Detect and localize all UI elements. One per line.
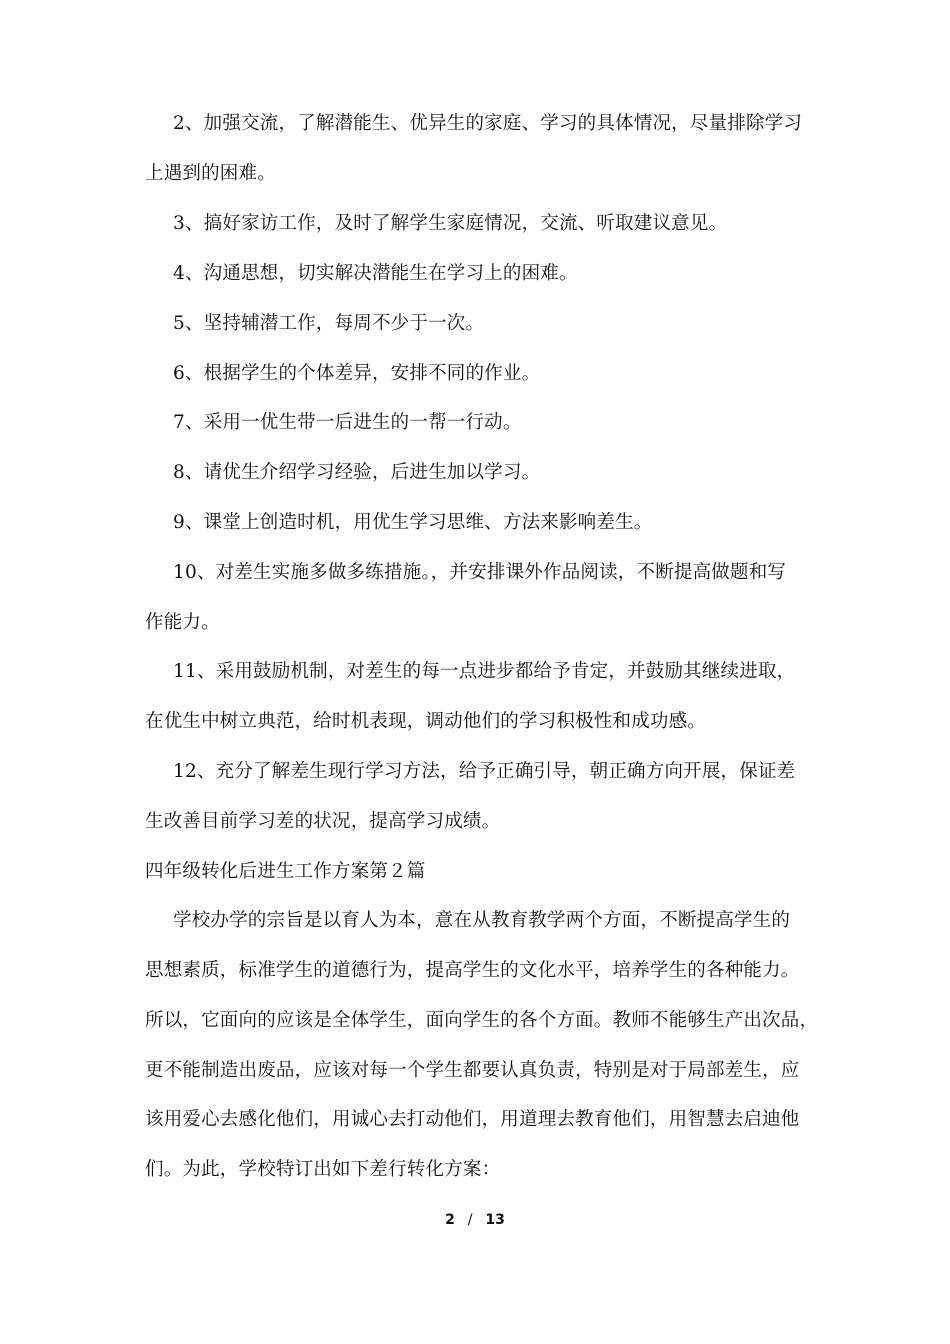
paragraph-line: 7、采用一优生带一后进生的一帮一行动。	[173, 412, 522, 433]
paragraph-line: 作能力。	[145, 612, 220, 633]
section-heading: 四年级转化后进生工作方案第２篇	[145, 861, 426, 882]
current-page-number: 2	[445, 1212, 455, 1228]
paragraph-line: 5、坚持辅潜工作，每周不少于一次。	[173, 313, 485, 334]
paragraph-line: 4、沟通思想，切实解决潜能生在学习上的困难。	[173, 263, 578, 284]
paragraph-line: 更不能制造出废品，应该对每一个学生都要认真负责，特别是对于局部差生，应	[145, 1060, 800, 1081]
paragraph-line: 10、对差生实施多做多练措施。，并安排课外作品阅读，不断提高做题和写	[173, 562, 787, 583]
total-page-count: 13	[485, 1212, 505, 1228]
paragraph-line: 3、搞好家访工作，及时了解学生家庭情况，交流、听取建议意见。	[173, 213, 728, 234]
paragraph-line: 6、根据学生的个体差异，安排不同的作业。	[173, 363, 541, 384]
paragraph-line: 在优生中树立典范，给时机表现，调动他们的学习积极性和成功感。	[145, 711, 707, 732]
paragraph-line: 12、充分了解差生现行学习方法，给予正确引导，朝正确方向开展，保证差	[173, 761, 796, 782]
page-indicator	[0, 1212, 950, 1228]
paragraph-line: 上遇到的困难。	[145, 163, 276, 184]
paragraph-line: 11、采用鼓励机制，对差生的每一点进步都给予肯定，并鼓励其继续进取，	[173, 661, 796, 682]
paragraph-line: 学校办学的宗旨是以育人为本，意在从教育教学两个方面，不断提高学生的	[173, 910, 791, 931]
paragraph-line: 们。为此，学校特订出如下差行转化方案：	[145, 1159, 501, 1180]
paragraph-line: 思想素质，标准学生的道德行为，提高学生的文化水平，培养学生的各种能力。	[145, 960, 800, 981]
paragraph-line: 生改善目前学习差的状况，提高学习成绩。	[145, 811, 501, 832]
paragraph-line: 该用爱心去感化他们，用诚心去打动他们，用道理去教育他们，用智慧去启迪他	[145, 1109, 800, 1130]
paragraph-line: 2、加强交流，了解潜能生、优异生的家庭、学习的具体情况，尽量排除学习	[173, 113, 803, 134]
paragraph-line: 9、课堂上创造时机，用优生学习思维、方法来影响差生。	[173, 512, 653, 533]
page-separator: /	[467, 1212, 473, 1228]
paragraph-line: 8、请优生介绍学习经验，后进生加以学习。	[173, 462, 541, 483]
paragraph-line: 所以，它面向的应该是全体学生，面向学生的各个方面。教师不能够生产出次品，	[145, 1010, 819, 1031]
